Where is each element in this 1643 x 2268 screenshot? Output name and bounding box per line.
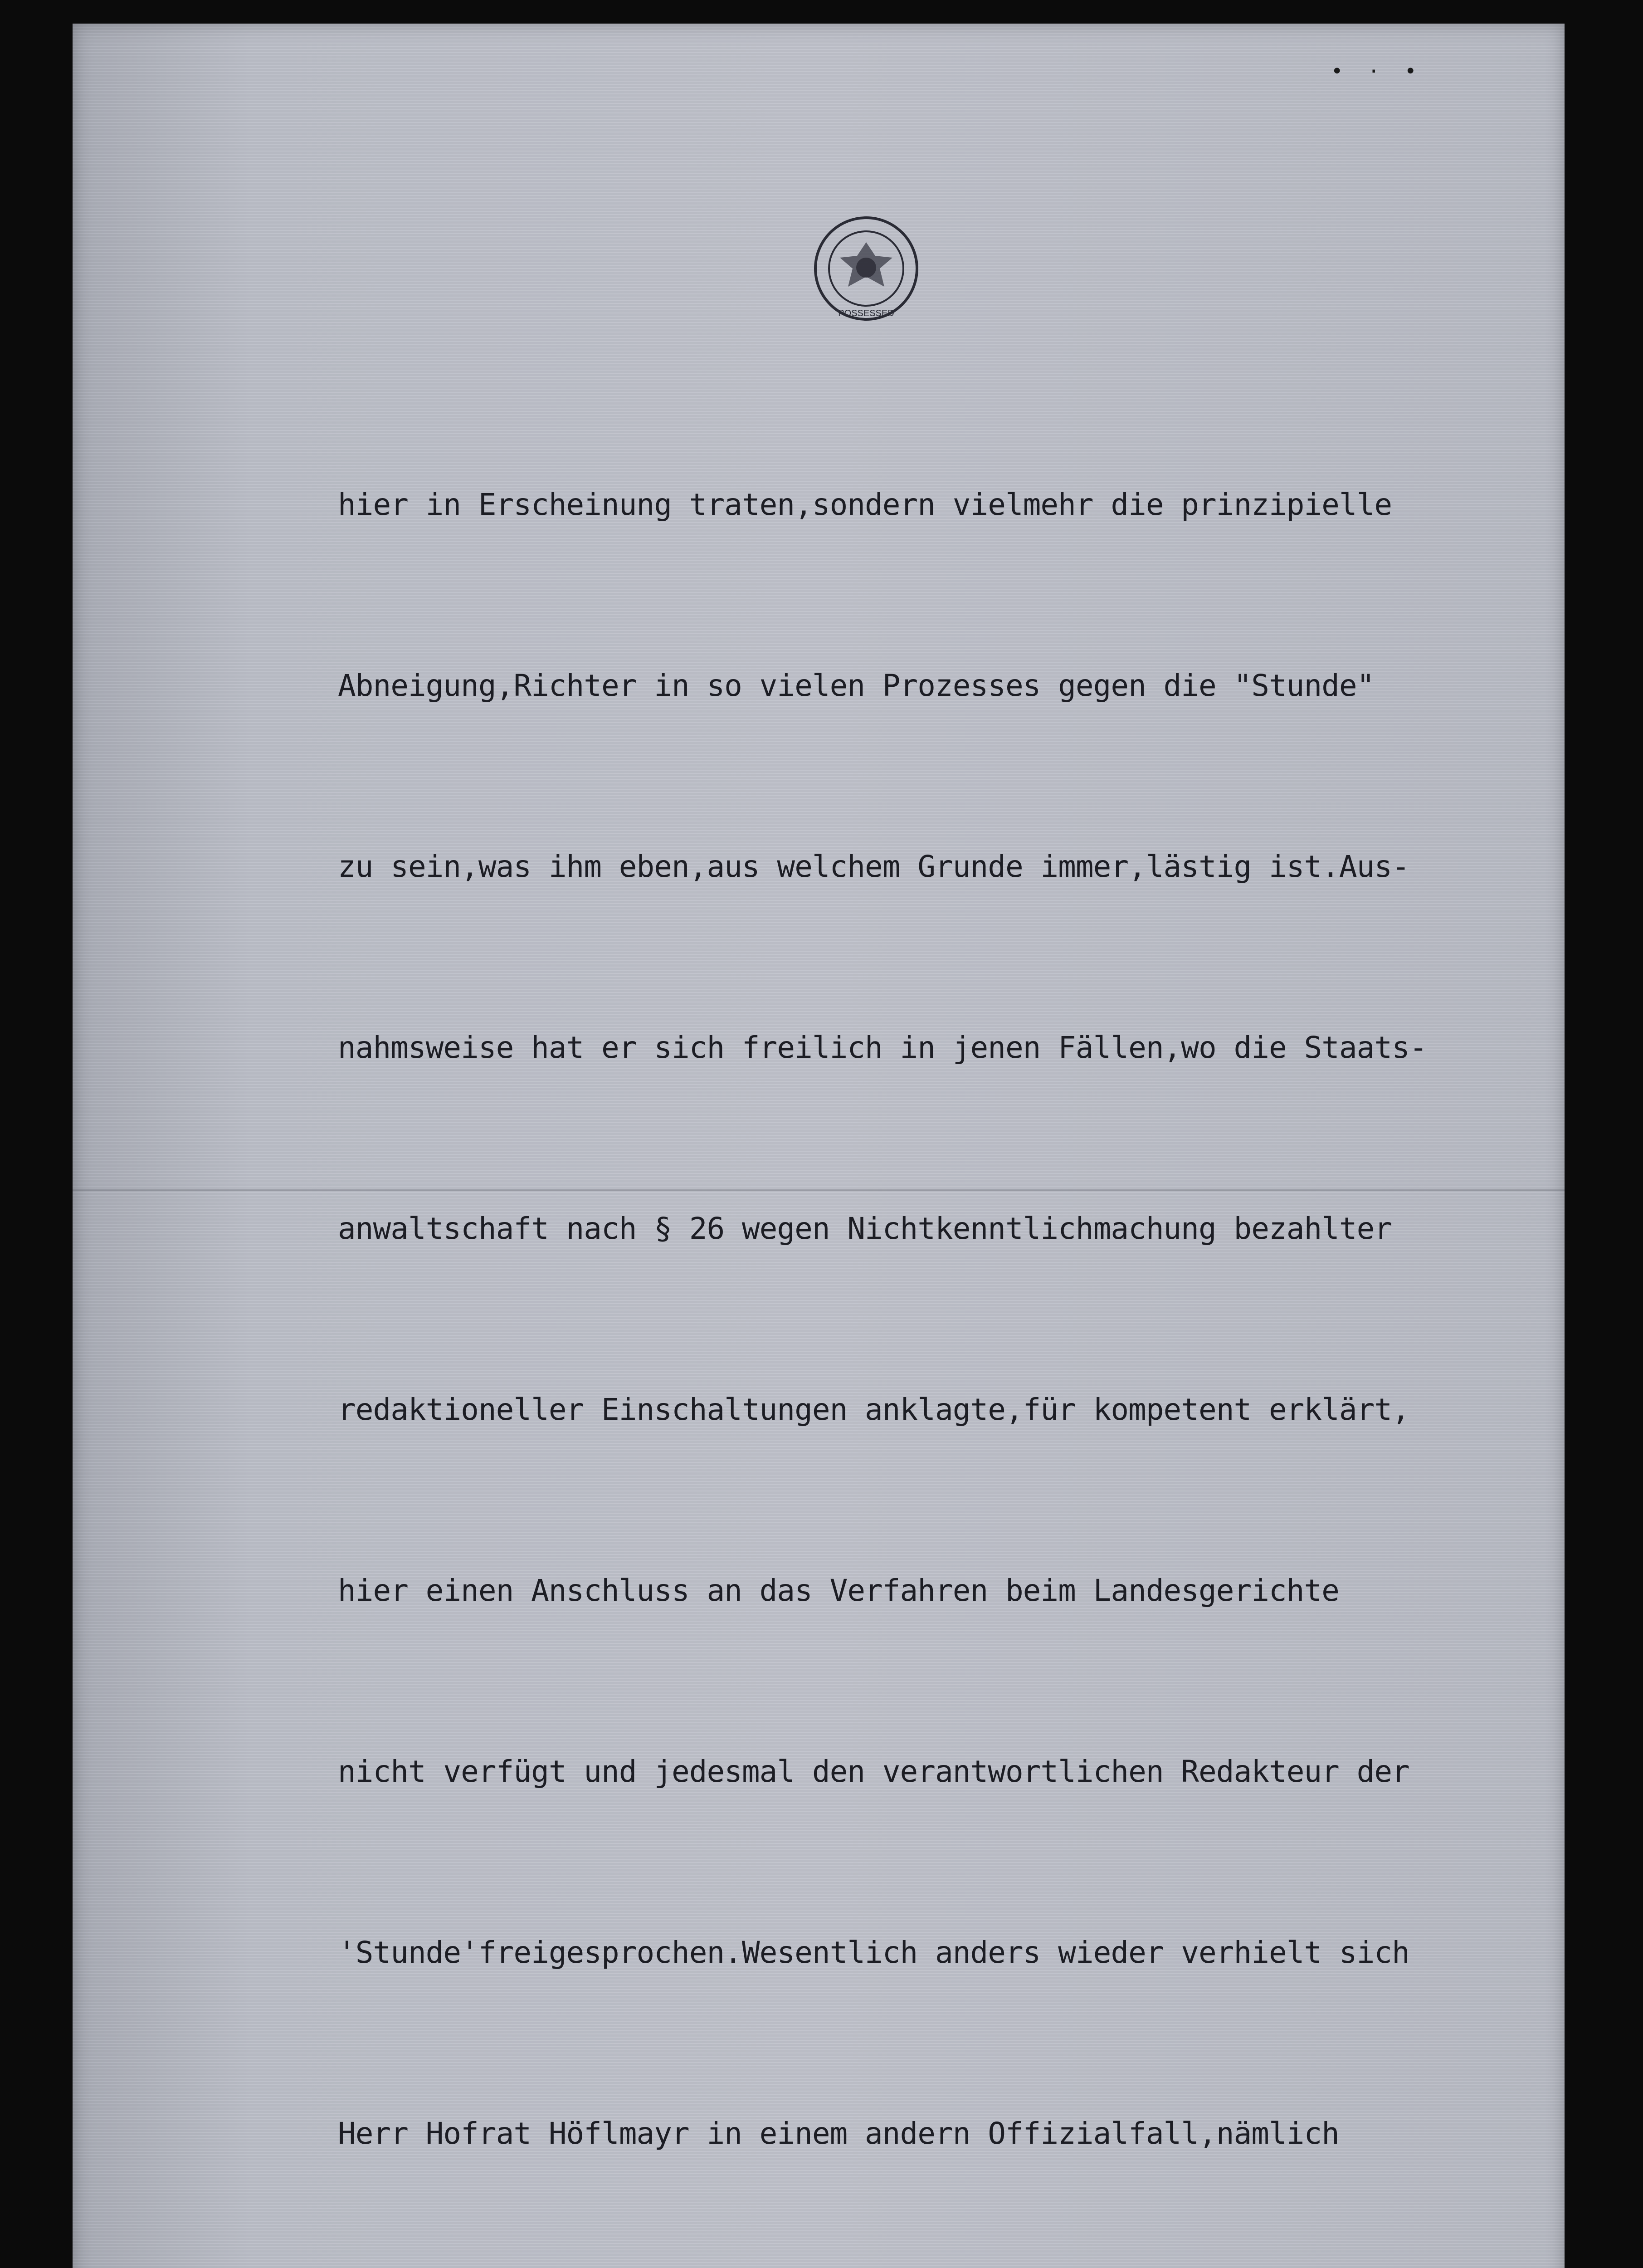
text-line: anwaltschaft nach § 26 wegen Nichtkenntlichmachung bezahlter <box>338 1211 1392 1246</box>
corner-marks: • · • <box>1331 60 1423 83</box>
text-line: nicht verfügt und jedesmal den verantwortlichen Redakteur der <box>338 1754 1409 1789</box>
text-line: Abneigung,Richter in so vielen Prozesses gegen die "Stunde" <box>338 668 1375 703</box>
stamp-text: POSSESSED <box>838 308 894 318</box>
text-line: Herr Hofrat Höflmayr in einem andern Offizialfall,nämlich <box>338 2116 1339 2151</box>
text-line: hier in Erscheinung traten,sondern vielmehr die prinzipielle <box>338 487 1392 522</box>
text-line: hier einen Anschluss an das Verfahren beim Landesgerichte <box>338 1573 1339 1608</box>
text-line: redaktioneller Einschaltungen anklagte,für kompetent erklärt, <box>338 1392 1409 1427</box>
archive-stamp <box>812 214 921 323</box>
typewritten-text <box>338 354 1553 2268</box>
text-line: 'Stunde'freigesprochen.Wesentlich anders wieder verhielt sich <box>338 1935 1409 1970</box>
text-line: nahmsweise hat er sich freilich in jenen Fällen,wo die Staats- <box>338 1030 1427 1065</box>
text-line: zu sein,was ihm eben,aus welchem Grunde immer,lästig ist.Aus- <box>338 849 1409 884</box>
